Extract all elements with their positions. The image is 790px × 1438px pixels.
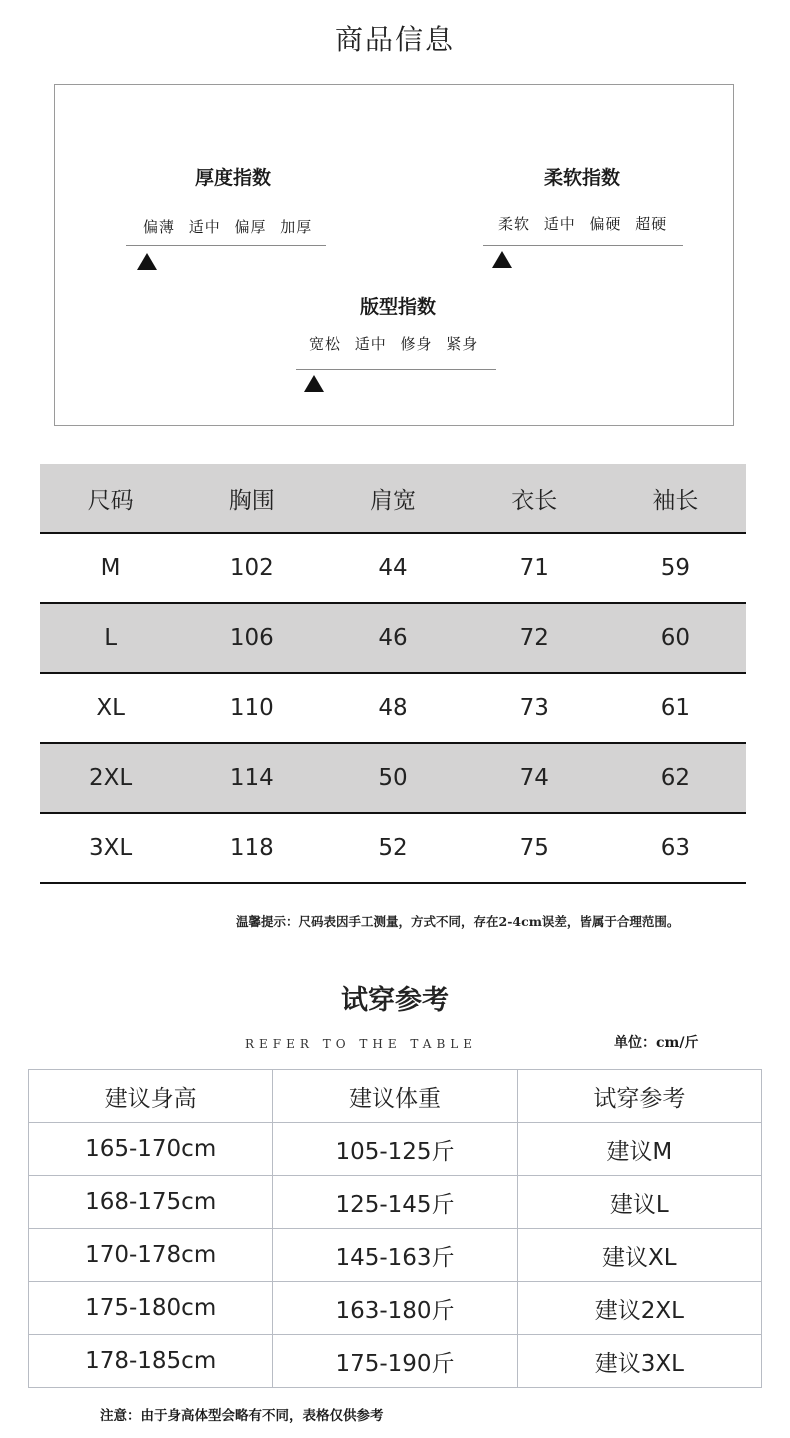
table-row <box>29 1123 762 1176</box>
table-cell: 105-125斤 <box>273 1123 517 1176</box>
table-cell: 175-190斤 <box>273 1335 517 1388</box>
table-cell: 170-178cm <box>29 1229 273 1282</box>
thickness-scale: 偏薄 适中 偏厚 加厚 <box>143 218 313 236</box>
disclaimer-note: 注意：由于身高体型会略有不同，表格仅供参考 <box>100 1408 384 1424</box>
size-table <box>40 464 746 884</box>
page-title: 商品信息 <box>334 23 455 56</box>
table-cell: 60 <box>660 625 691 651</box>
table-cell: 50 <box>378 765 408 791</box>
fitting-table-header <box>29 1070 762 1123</box>
table-cell: 61 <box>660 695 691 721</box>
thickness-index-title: 厚度指数 <box>195 167 272 189</box>
table-cell: 62 <box>660 765 691 791</box>
table-row <box>29 1282 762 1335</box>
fit-scale: 宽松 适中 修身 紧身 <box>309 335 479 353</box>
thickness-marker-icon <box>137 253 157 270</box>
table-cell: XL <box>96 695 125 721</box>
table-cell: 2XL <box>88 765 133 791</box>
table-cell: 72 <box>519 625 549 651</box>
table-row <box>40 814 746 884</box>
table-cell: 73 <box>519 695 549 721</box>
header-height: 建议身高 <box>29 1070 273 1123</box>
unit-label: 单位：cm/斤 <box>614 1035 699 1051</box>
table-cell: 建议2XL <box>517 1282 761 1335</box>
table-row <box>29 1176 762 1229</box>
table-cell: 44 <box>378 555 408 581</box>
table-cell: 48 <box>378 695 408 721</box>
header-shoulder: 肩宽 <box>370 487 416 514</box>
fit-scale-line <box>296 369 496 370</box>
table-cell: 63 <box>660 835 691 861</box>
table-cell: 118 <box>229 835 274 861</box>
fit-marker-icon <box>304 375 324 392</box>
product-info-box <box>54 84 734 426</box>
table-cell: 175-180cm <box>29 1282 273 1335</box>
table-cell: 178-185cm <box>29 1335 273 1388</box>
fitting-title: 试穿参考 <box>341 985 449 1016</box>
table-cell: 102 <box>229 555 274 581</box>
softness-index-title: 柔软指数 <box>544 167 621 189</box>
fitting-subtitle: REFER TO THE TABLE <box>245 1037 477 1051</box>
table-cell: 74 <box>519 765 549 791</box>
table-cell: 114 <box>229 765 274 791</box>
measurement-tip: 温馨提示：尺码表因手工测量，方式不同，存在2-4cm误差，皆属于合理范围。 <box>236 914 680 929</box>
header-sleeve: 袖长 <box>652 487 699 514</box>
table-cell: 建议M <box>517 1123 761 1176</box>
table-cell: 110 <box>229 695 274 721</box>
table-cell: L <box>104 625 118 651</box>
table-cell: 106 <box>229 625 274 651</box>
table-row <box>40 534 746 604</box>
table-cell: 145-163斤 <box>273 1229 517 1282</box>
table-cell: 71 <box>519 555 549 581</box>
table-row <box>29 1335 762 1388</box>
table-cell: 52 <box>378 835 408 861</box>
fitting-table <box>28 1069 762 1388</box>
table-cell: 3XL <box>88 835 133 861</box>
softness-marker-icon <box>492 251 512 268</box>
table-row <box>29 1229 762 1282</box>
table-cell: M <box>100 555 121 581</box>
thickness-scale-line <box>126 245 326 246</box>
header-length: 衣长 <box>511 487 558 514</box>
size-table-header <box>40 464 746 534</box>
table-row <box>40 674 746 744</box>
table-cell: 59 <box>660 555 691 581</box>
table-cell: 75 <box>519 835 549 861</box>
softness-scale-line <box>483 245 683 246</box>
table-row <box>40 604 746 674</box>
table-cell: 46 <box>378 625 408 651</box>
table-cell: 建议XL <box>517 1229 761 1282</box>
header-chest: 胸围 <box>228 487 275 514</box>
table-cell: 125-145斤 <box>273 1176 517 1229</box>
table-cell: 建议L <box>517 1176 761 1229</box>
table-row <box>40 744 746 814</box>
header-weight: 建议体重 <box>273 1070 517 1123</box>
table-cell: 163-180斤 <box>273 1282 517 1335</box>
header-size: 尺码 <box>87 487 134 514</box>
softness-scale: 柔软 适中 偏硬 超硬 <box>498 215 668 233</box>
table-cell: 168-175cm <box>29 1176 273 1229</box>
table-cell: 165-170cm <box>29 1123 273 1176</box>
fit-index-title: 版型指数 <box>360 296 437 318</box>
header-recommendation: 试穿参考 <box>517 1070 761 1123</box>
table-cell: 建议3XL <box>517 1335 761 1388</box>
